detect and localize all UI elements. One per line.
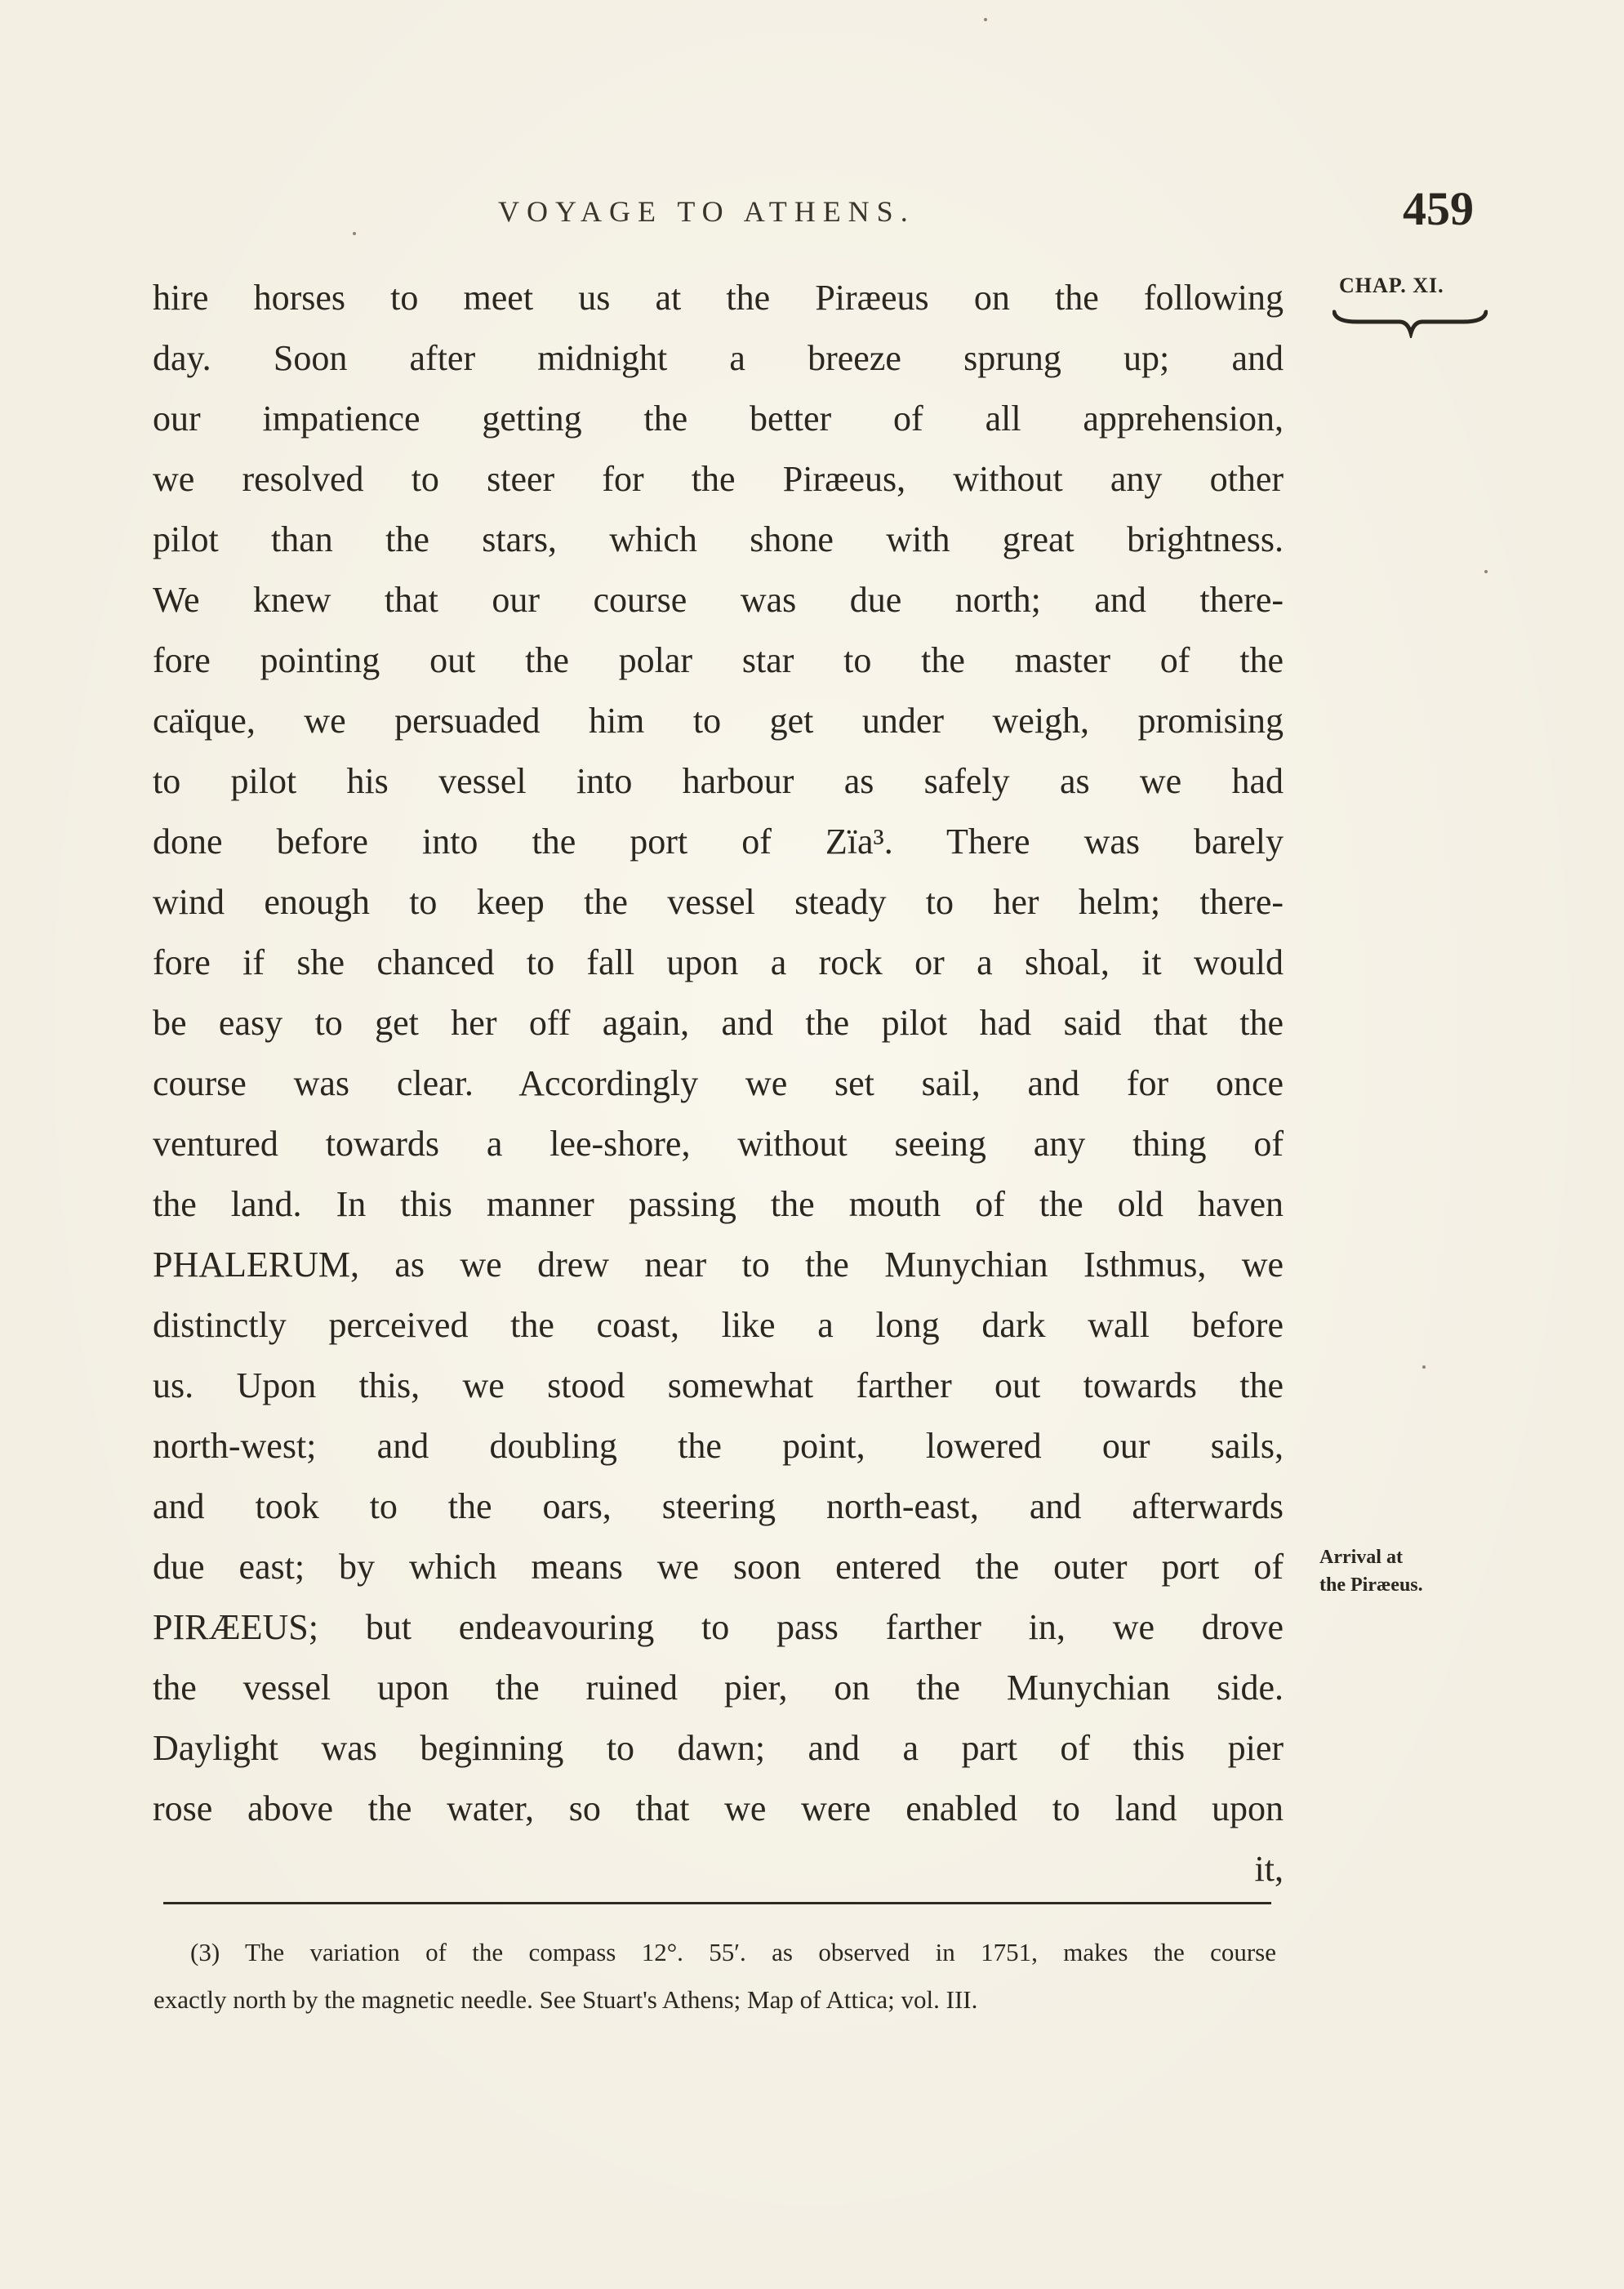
text-line: and took to the oars, steering north-east, and afterwards xyxy=(153,1486,1284,1526)
paper-speck xyxy=(1484,570,1488,573)
catchword: it, xyxy=(1254,1849,1284,1889)
text-line: pilot than the stars, which shone with great brightness. xyxy=(153,519,1284,559)
margin-note xyxy=(1319,1543,1423,1599)
body-text xyxy=(153,268,1284,1899)
text-line: fore if she chanced to fall upon a rock or a shoal, it would xyxy=(153,942,1284,982)
text-line: We knew that our course was due north; and there- xyxy=(153,580,1284,620)
text-line: done before into the port of Zïa³. There was barely xyxy=(153,822,1284,862)
footnote-rule xyxy=(163,1902,1271,1904)
chapter-marker: CHAP. XI. xyxy=(1339,274,1444,297)
text-line: be easy to get her off again, and the pilot had said that the xyxy=(153,1003,1284,1043)
text-line: we resolved to steer for the Piræeus, without any other xyxy=(153,459,1284,499)
text-line: our impatience getting the better of all apprehension, xyxy=(153,399,1284,439)
paper-speck xyxy=(984,18,987,21)
text-line: PHALERUM, as we drew near to the Munychian Isthmus, we xyxy=(153,1245,1284,1285)
footnote-line: (3) The variation of the compass 12°. 55′. as observed in 1751, makes the course xyxy=(190,1938,1276,1966)
running-head: VOYAGE TO ATHENS. xyxy=(498,195,915,228)
text-line: to pilot his vessel into harbour as safely as we had xyxy=(153,761,1284,801)
text-line: Daylight was beginning to dawn; and a part of this pier xyxy=(153,1728,1284,1768)
text-line: caïque, we persuaded him to get under weigh, promising xyxy=(153,701,1284,741)
brace-ornament xyxy=(1333,309,1488,338)
text-line: distinctly perceived the coast, like a long dark wall before xyxy=(153,1305,1284,1345)
text-line: the vessel upon the ruined pier, on the Munychian side. xyxy=(153,1668,1284,1708)
text-line: hire horses to meet us at the Piræeus on the following xyxy=(153,278,1284,318)
text-line: us. Upon this, we stood somewhat farther out towards the xyxy=(153,1365,1284,1405)
paper-speck xyxy=(1422,1365,1426,1369)
text-line: rose above the water, so that we were enabled to land upon xyxy=(153,1788,1284,1828)
text-line: day. Soon after midnight a breeze sprung up; and xyxy=(153,338,1284,378)
margin-note-line: Arrival at xyxy=(1319,1547,1403,1568)
text-line: ventured towards a lee-shore, without seeing any thing of xyxy=(153,1124,1284,1164)
text-line: PIRÆEUS; but endeavouring to pass farther in, we drove xyxy=(153,1607,1284,1647)
paper-speck xyxy=(353,232,356,235)
text-line: fore pointing out the polar star to the master of the xyxy=(153,640,1284,680)
text-line: due east; by which means we soon entered the outer port of xyxy=(153,1547,1284,1587)
margin-note-line: the Piræeus. xyxy=(1319,1574,1423,1596)
text-line: north-west; and doubling the point, lowered our sails, xyxy=(153,1426,1284,1466)
page-number: 459 xyxy=(1403,182,1474,235)
text-line: course was clear. Accordingly we set sail, and for once xyxy=(153,1063,1284,1103)
footnotes xyxy=(154,1929,1276,2024)
footnote-line: exactly north by the magnetic needle. See Stuart's Athens; Map of Attica; vol. III. xyxy=(154,1985,978,2014)
text-line: the land. In this manner passing the mouth of the old haven xyxy=(153,1184,1284,1224)
text-line: wind enough to keep the vessel steady to her helm; there- xyxy=(153,882,1284,922)
